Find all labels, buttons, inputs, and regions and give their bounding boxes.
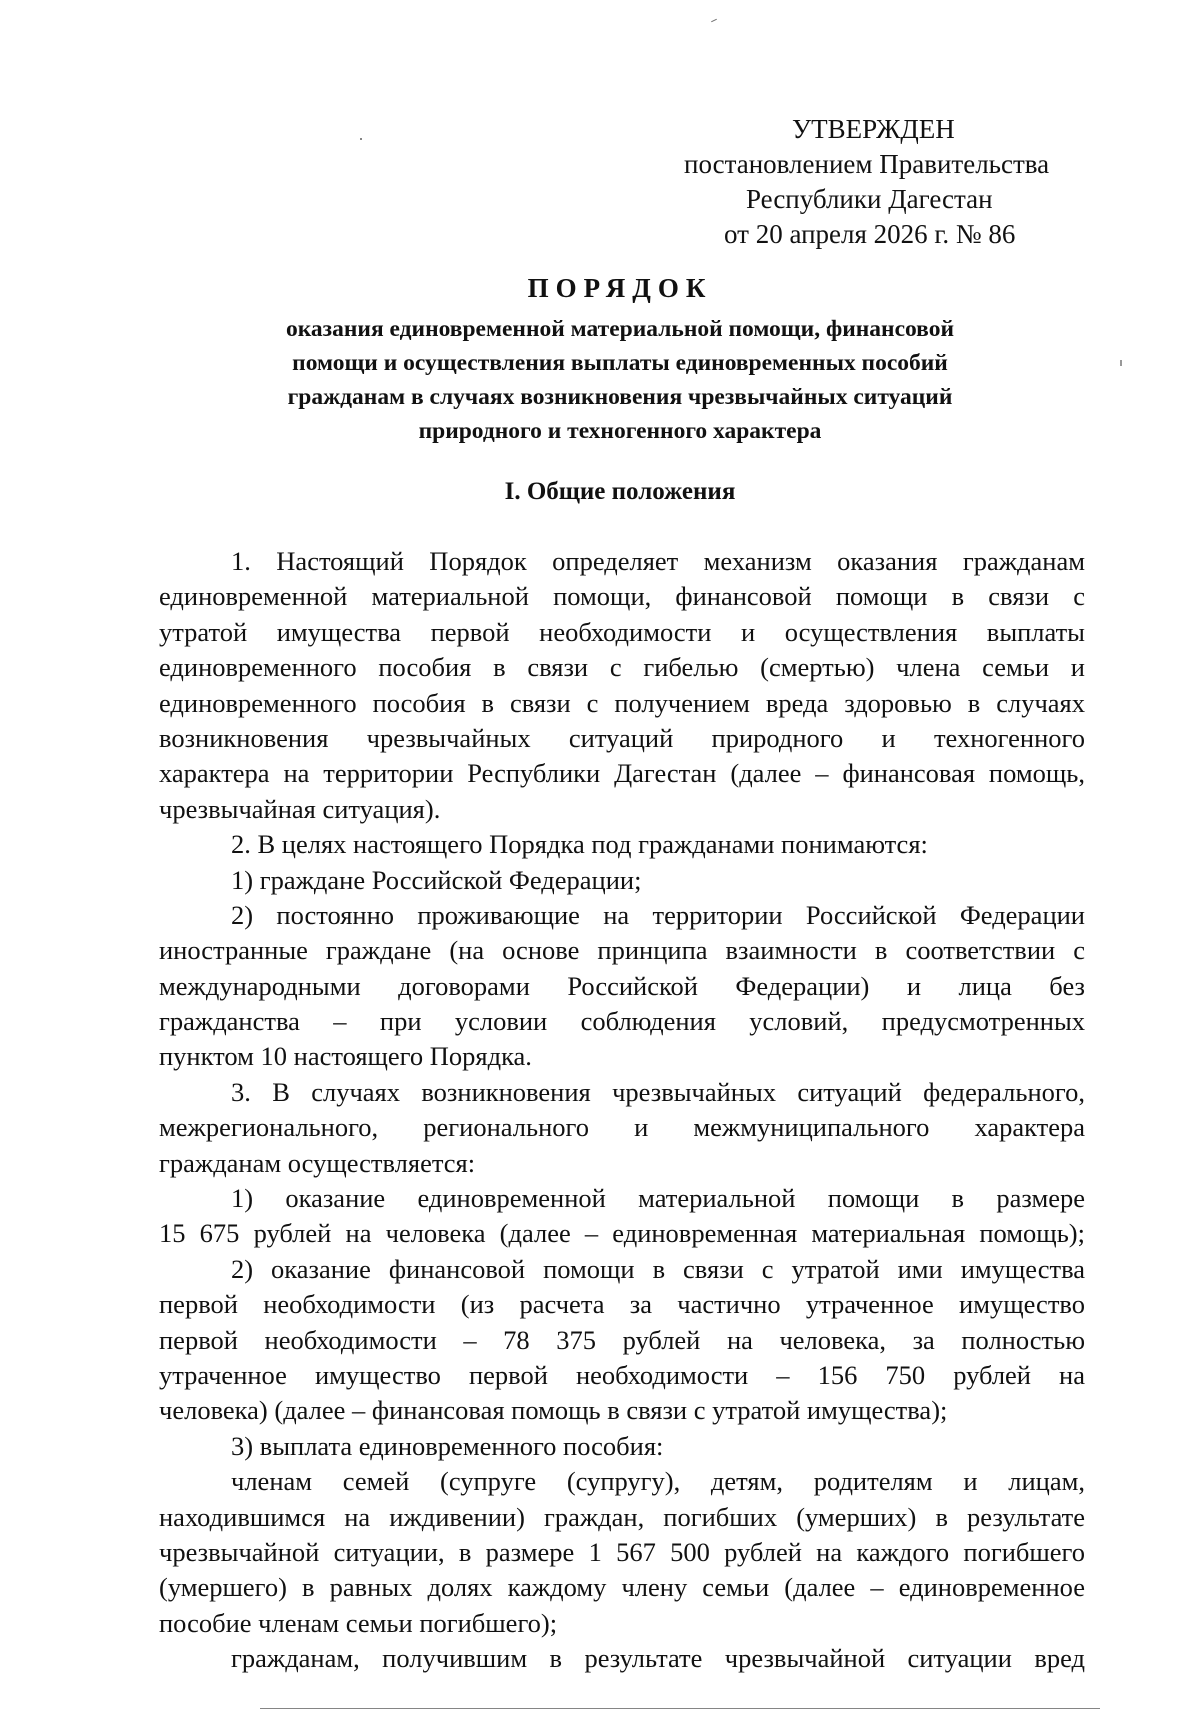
body-line: пунктом 10 настоящего Порядка. xyxy=(159,1041,532,1072)
body-line: 1) оказание единовременной материальной помощи в размере xyxy=(231,1183,1085,1214)
body-line: единовременного пособия в связи с получением вреда здоровью в случаях xyxy=(159,687,1085,718)
body-line: 2. В целях настоящего Порядка под гражданами понимаются: xyxy=(231,829,928,860)
body-line: утраченное имущество первой необходимости – 156 750 рублей на xyxy=(159,1359,1085,1390)
body-line: человека) (далее – финансовая помощь в связи с утратой имущества); xyxy=(159,1395,948,1426)
subtitle-line: помощи и осуществления выплаты единовременных пособий xyxy=(292,350,948,376)
body-line: иностранные граждане (на основе принципа взаимности в соответствии с xyxy=(159,935,1085,966)
section-heading: I. Общие положения xyxy=(504,478,736,505)
body-line: характера на территории Республики Дагестан (далее – финансовая помощь, xyxy=(159,758,1085,789)
document-body xyxy=(159,544,1085,1677)
scan-edge-line xyxy=(260,1708,1100,1709)
document-subtitle xyxy=(150,312,1090,448)
approval-region: Республики Дагестан xyxy=(746,184,993,214)
body-line: гражданства – при условии соблюдения условий, предусмотренных xyxy=(159,1006,1085,1037)
subtitle-line: гражданам в случаях возникновения чрезвычайных ситуаций xyxy=(287,384,953,410)
body-line: гражданам, получившим в результате чрезвычайной ситуации вред xyxy=(231,1643,1085,1674)
body-line: гражданам осуществляется: xyxy=(159,1147,476,1178)
body-line: первой необходимости (из расчета за частично утраченное имущество xyxy=(159,1289,1085,1320)
body-line: первой необходимости – 78 375 рублей на человека, за полностью xyxy=(159,1324,1085,1355)
subtitle-line: природного и техногенного характера xyxy=(418,418,822,444)
body-line: международными договорами Российской Федерации) и лица без xyxy=(159,970,1085,1001)
body-line: 3. В случаях возникновения чрезвычайных ситуаций федерального, xyxy=(231,1076,1085,1107)
body-line: чрезвычайная ситуация). xyxy=(159,793,441,824)
scan-speck xyxy=(711,19,717,22)
body-line: пособие членам семьи погибшего); xyxy=(159,1607,558,1638)
body-line: находившимся на иждивении) граждан, погибших (умерших) в результате xyxy=(159,1501,1085,1532)
body-line: межрегионального, регионального и межмуниципального характера xyxy=(159,1112,1085,1143)
body-line: членам семей (супруге (супругу), детям, родителям и лицам, xyxy=(231,1466,1085,1497)
approval-authority: постановлением Правительства xyxy=(684,149,1050,179)
body-line: 1. Настоящий Порядок определяет механизм оказания гражданам xyxy=(231,546,1085,576)
body-line: (умершего) в равных долях каждому члену семьи (далее – единовременное xyxy=(159,1572,1085,1603)
body-line: 1) граждане Российской Федерации; xyxy=(231,864,642,895)
body-line: 3) выплата единовременного пособия: xyxy=(231,1430,664,1461)
scan-speck xyxy=(1120,360,1122,366)
body-line: 2) постоянно проживающие на территории Российской Федерации xyxy=(231,899,1085,930)
subtitle-line: оказания единовременной материальной помощи, финансовой xyxy=(286,316,954,342)
body-line: 2) оказание финансовой помощи в связи с утратой ими имущества xyxy=(231,1253,1085,1284)
body-line: утратой имущества первой необходимости и осуществления выплаты xyxy=(159,616,1085,647)
body-line: возникновения чрезвычайных ситуаций природного и техногенного xyxy=(159,722,1085,753)
body-line: единовременной материальной помощи, финансовой помощи в связи с xyxy=(159,581,1085,612)
scan-speck xyxy=(360,138,362,140)
document-title: ПОРЯДОК xyxy=(527,273,713,303)
approval-block xyxy=(640,112,1100,252)
approval-status: УТВЕРЖДЕН xyxy=(792,114,955,144)
approval-date-number: от 20 апреля 2026 г. № 86 xyxy=(724,219,1016,249)
body-line: 15 675 рублей на человека (далее – единовременная материальная помощь); xyxy=(159,1218,1085,1249)
body-line: чрезвычайной ситуации, в размере 1 567 500 рублей на каждого погибшего xyxy=(159,1536,1085,1567)
body-line: единовременного пособия в связи с гибелью (смертью) члена семьи и xyxy=(159,652,1085,683)
